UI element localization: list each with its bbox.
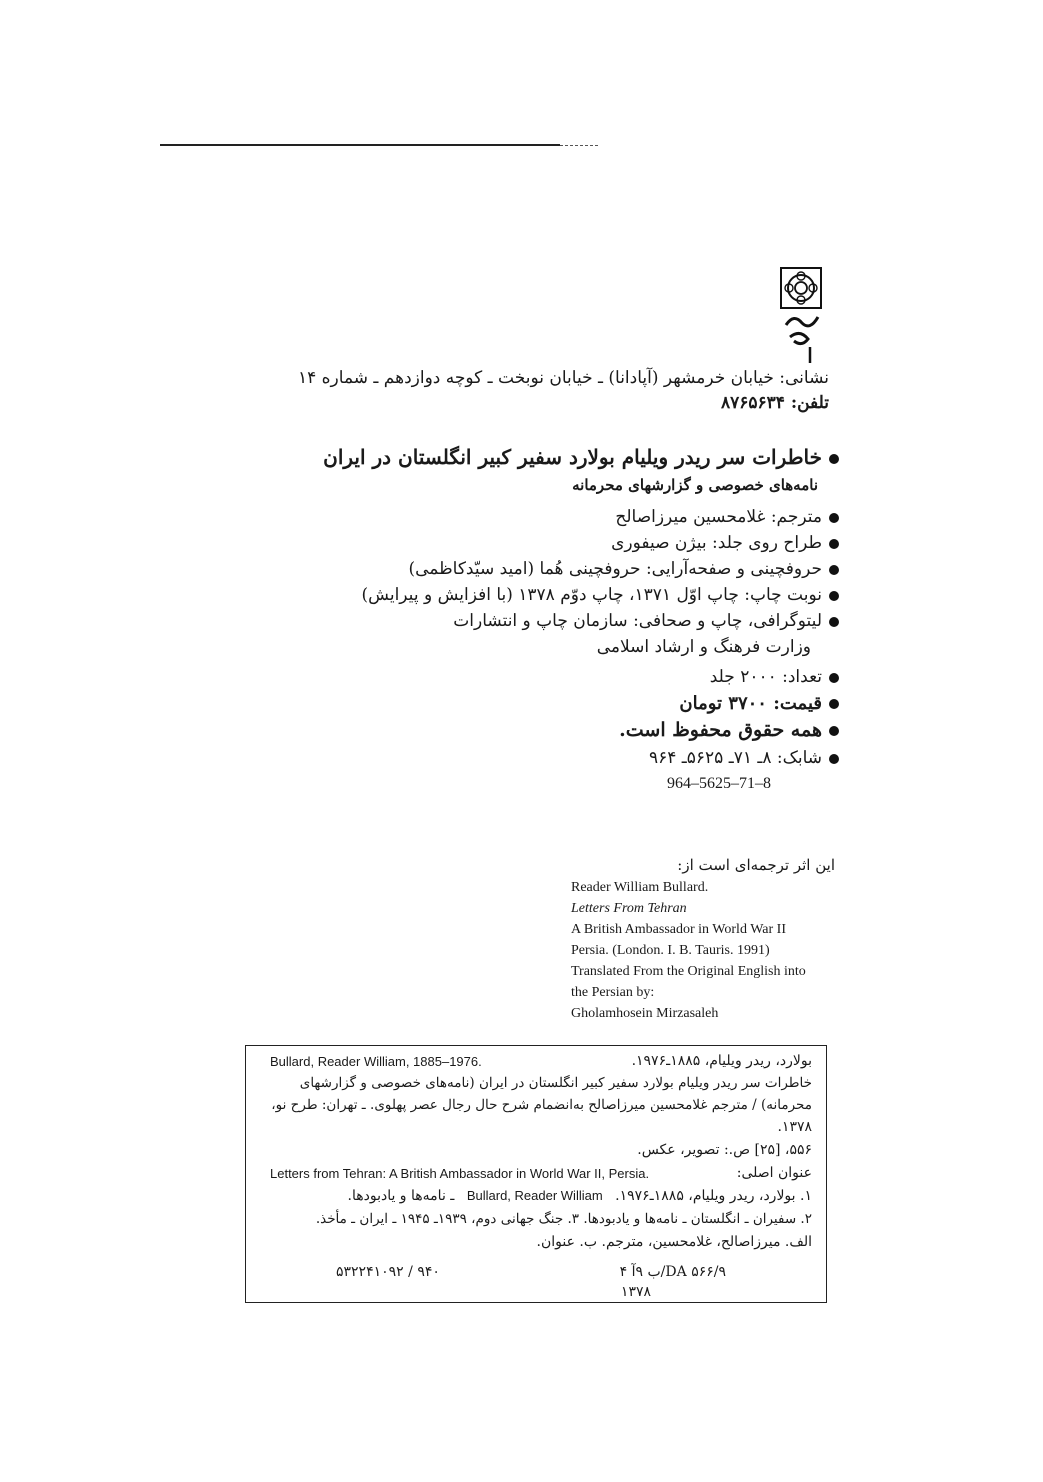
cip-subject-1-en: Bullard, Reader William [466,1188,603,1203]
address-line: نشانی: خیابان خرمشهر (آپادانا) ـ خیابان نوبخت ـ کوچه دوازدهم ـ شماره ۱۴ [297,368,829,388]
source-subtitle: A British Ambassador in World War II [571,922,786,937]
translation-source [571,877,806,1024]
cip-title-2: محرمانه) / مترجم غلامحسین میرزاصالح به‌انضمام شرح حال رجال عصر پهلوی. ـ تهران: طرح نو، [271,1097,812,1113]
bullet-icon [829,754,839,764]
cip-box [245,1045,827,1303]
cip-lc: DA ۵۶۶/۹/ب ۹آ ۴ [619,1264,726,1280]
cip-author-en: Bullard, Reader William, 1885–1976. [270,1054,482,1069]
cip-subject-3: الف. میرزاصالح، غلامحسین، مترجم. ب. عنوان. [536,1234,812,1250]
book-subtitle: نامه‌های خصوصی و گزارشهای محرمانه [572,476,818,494]
cip-year: ۱۳۷۸ [620,1284,651,1300]
top-rule-dash [560,145,598,146]
source-translated-note: Translated From the Original English into [571,964,806,979]
cip-dewey: ۹۴۰ / ۵۳۲۲۴۱۰۹۲ [336,1264,440,1280]
bullet-icon [829,673,839,683]
cip-physical: ۵۵۶، [۲۵] ص.: تصویر، عکس. [637,1142,812,1158]
publisher-logo [780,267,822,365]
bullet-icon [829,591,839,601]
phone-line: تلفن: ۸۷۶۵۶۳۴ [720,393,829,413]
cover-designer-line: طراح روی جلد: بیژن صیفوری [611,533,839,553]
source-title: Letters From Tehran [571,901,687,916]
bullet-icon [829,617,839,627]
source-translator: Gholamhosein Mirzasaleh [571,1006,719,1021]
bullet-icon [829,565,839,575]
source-author: Reader William Bullard. [571,880,709,895]
typesetting-line: حروفچینی و صفحه‌آرایی: حروفچینی هُما (امید سیّدکاظمی) [408,559,839,579]
translation-intro: این اثر ترجمه‌ای است از: [677,856,835,874]
cip-subject-1 [348,1188,813,1204]
bullet-icon [829,513,839,523]
printing-line: لیتوگرافی، چاپ و صحافی: سازمان چاپ و انتشارات [453,611,839,631]
price-line: قیمت: ۳۷۰۰ تومان [679,693,839,714]
bullet-icon [829,699,839,709]
copies-line: تعداد: ۲۰۰۰ جلد [710,667,839,687]
rights-line: همه حقوق محفوظ است. [619,719,839,741]
isbn-fa-line: شابک: ۸ـ ۷۱ـ ۵۶۲۵ـ ۹۶۴ [649,748,839,768]
cip-subject-1-fa: ۱. بولارد، ریدر ویلیام، ۱۸۸۵ـ۱۹۷۶. [615,1188,812,1204]
isbn-en-line: 964–5625–71–8 [667,775,771,792]
cip-subject-1-tail: ـ نامه‌ها و یادبودها. [347,1188,455,1204]
bullet-icon [829,726,839,736]
source-publisher: Persia. (London. I. B. Tauris. 1991) [571,943,770,958]
cip-title-3: ۱۳۷۸. [777,1119,812,1135]
translator-line: مترجم: غلامحسین میرزاصالح [615,507,839,527]
printing-line-2: وزارت فرهنگ و ارشاد اسلامی [596,637,811,657]
cip-author-fa: بولارد، ریدر ویلیام، ۱۸۸۵ـ۱۹۷۶. [631,1053,812,1069]
bullet-icon [829,454,839,464]
top-rule [160,144,560,146]
cip-original-title-fa: عنوان اصلی: [736,1165,812,1181]
edition-line: نوبت چاپ: چاپ اوّل ۱۳۷۱، چاپ دوّم ۱۳۷۸ (با افزایش و پیرایش) [362,585,839,605]
book-title: خاطرات سر ریدر ویلیام بولارد سفیر کبیر انگلستان در ایران [323,445,839,469]
source-translated-note-2: the Persian by: [571,985,655,1000]
cip-title-1: خاطرات سر ریدر ویلیام بولارد سفیر کبیر انگلستان در ایران (نامه‌های خصوصی و گزارشهای [299,1075,812,1091]
cip-original-title-en: Letters from Tehran: A British Ambassador in World War II, Persia. [270,1166,650,1181]
cip-subject-2: ۲. سفیران ـ انگلستان ـ نامه‌ها و یادبودها. ۳. جنگ جهانی دوم، ۱۹۳۹ـ ۱۹۴۵ ـ ایران ـ مأخذ. [315,1211,812,1227]
bullet-icon [829,539,839,549]
